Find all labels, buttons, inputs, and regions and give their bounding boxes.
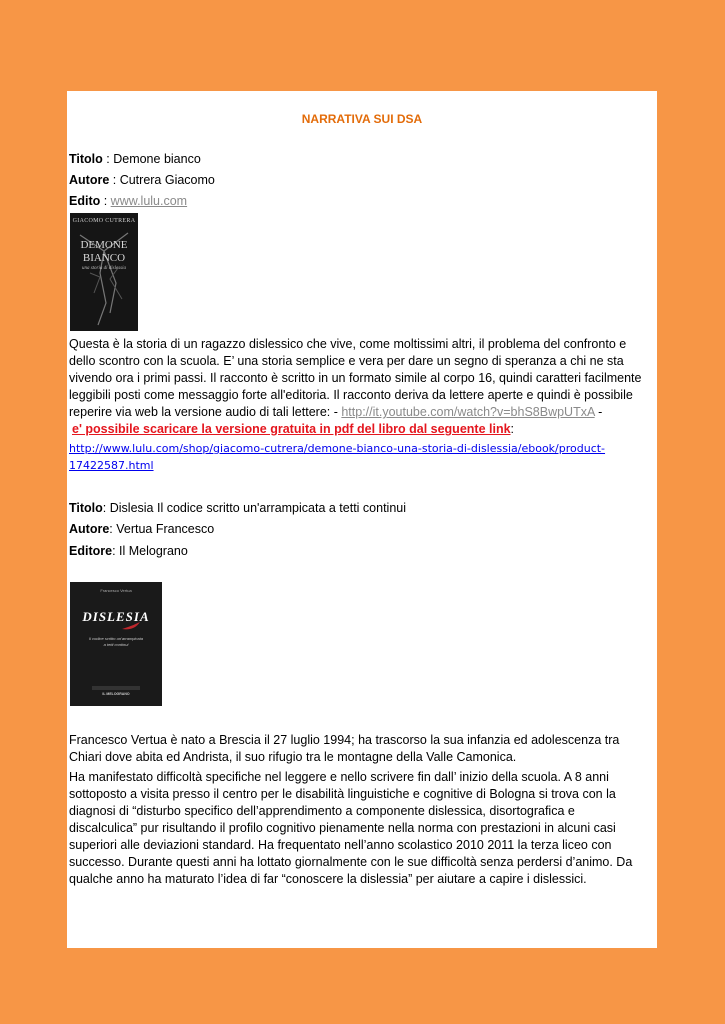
book1-author-label: Autore <box>69 173 110 187</box>
bio-line: Ha manifestato difficoltà specifiche nel leggere e nello scrivere fin dall’ inizio della scuola. A 8 anni <box>69 770 609 784</box>
book1-cover-title-line2: BIANCO <box>82 252 126 264</box>
book2-cover-publisher: IL MELOGRANO <box>102 692 130 696</box>
pdf-url-line1[interactable]: http://www.lulu.com/shop/giacomo-cutrera/demone-bianco-una-storia-di-dislessia/ebook/product- <box>69 442 606 455</box>
book2-cover-subtitle-line1: Il codice scritto un'arrampicata <box>89 636 143 641</box>
bio-line: sottoposto a visita presso il centro per le disabilità linguistiche e cognitive di Bologna si trova con la <box>69 787 616 801</box>
page-heading: NARRATIVA SUI DSA <box>301 112 423 126</box>
book2-cover-image <box>70 582 162 706</box>
book1-title-label: Titolo <box>69 152 103 166</box>
book2-title-label: Titolo <box>69 501 103 515</box>
description-line: leggibili posti come messaggio forte all'editoria. Il racconto deriva da lettere aperte e quindi è possibile <box>69 388 633 402</box>
book1-cover-image <box>70 213 138 331</box>
description-line: dello scontro con la scuola. E’ una storia semplice e vera per dare un segno di speranza a chi ne sta <box>69 354 624 368</box>
book2-publisher-row: Editore: Il Melograno <box>69 544 188 558</box>
bio-line: superiori alle deviazioni standard. Ha frequentato nell’anno scolastico 2010 2011 la terza liceo con <box>69 838 612 852</box>
bio-line: Francesco Vertua è nato a Brescia il 27 luglio 1994; ha trascorso la sua infanzia ed adolescenza tra <box>69 733 620 747</box>
document-page <box>67 91 657 948</box>
bio-line: Chiari dove abita ed Andrista, il suo rifugio tra le montagne della Valle Camonica. <box>69 750 517 764</box>
book2-publisher-label: Editore <box>69 544 113 558</box>
book1-author-row: Autore : Cutrera Giacomo <box>69 173 215 187</box>
book2-cover-title: DISLESIA <box>82 609 150 624</box>
description-last-prefix: reperire via web la versione audio di tali lettere: - <box>69 405 342 419</box>
book1-title-row: Titolo : Demone bianco <box>69 152 201 166</box>
book1-description <box>69 336 655 421</box>
book1-publisher-link[interactable]: www.lulu.com <box>110 194 188 208</box>
book1-cover-subtitle: una storia di dislessia <box>81 266 127 271</box>
book2-cover-subtitle-line2: a tetti continui <box>103 642 129 647</box>
book1-publisher-label: Edito <box>69 194 101 208</box>
book2-author-label: Autore <box>69 522 110 536</box>
description-line: Questa è la storia di un ragazzo dislessico che vive, come moltissimi altri, il problema del confronto e <box>69 337 627 351</box>
book2-cover-author: Francesco Vertua <box>100 588 132 593</box>
cover-art-icon <box>70 213 138 331</box>
book2-title-row: Titolo: Dislesia Il codice scritto un'arrampicata a tetti continui <box>69 501 407 515</box>
book2-title: Dislesia Il codice scritto un'arrampicata a tetti continui <box>109 501 407 515</box>
bio-line: discalculica” pur risultando il profilo cognitivo pienamente nella norma con prestazioni in alcuni casi <box>69 821 616 835</box>
description-line-last <box>69 404 655 421</box>
pdf-note-text: e' possibile scaricare la versione gratuita in pdf del libro dal seguente link <box>72 422 511 436</box>
book1-author: Cutrera Giacomo <box>119 173 215 187</box>
book1-cover-title-line1: DEMONE <box>80 239 128 251</box>
book1-title: Demone bianco <box>113 152 201 166</box>
bio-line: diagnosi di “disturbo specifico dell’apprendimento a componente dislessica, disortografica e <box>69 804 575 818</box>
bio-line: successo. Durante questi anni ha lottato giornalmente con le sue difficoltà senza perdersi d’animo. Da <box>69 855 633 869</box>
pdf-note <box>72 422 514 436</box>
book2-author-row: Autore: Vertua Francesco <box>69 522 215 536</box>
book1-cover-author: GIACOMO CUTRERA <box>72 218 136 224</box>
bio-line: qualche anno ha maturato l’idea di far “conoscere la dislessia” per aiutare a capire i dislessici. <box>69 872 587 886</box>
book2-publisher: Il Melograno <box>119 544 188 558</box>
book1-publisher-row: Edito : www.lulu.com <box>69 194 188 208</box>
book2-bio-2 <box>69 769 655 888</box>
book2-author: Vertua Francesco <box>116 522 215 536</box>
pdf-note-colon: : <box>510 422 515 436</box>
description-line: vivendo ora i primi passi. Il racconto è scritto in un formato simile al corpo 16, quindi caratteri facilmente <box>69 371 642 385</box>
book2-bio-1 <box>69 732 655 766</box>
pdf-url-line2[interactable]: 17422587.html <box>69 459 154 472</box>
description-last-suffix: - <box>594 405 603 419</box>
audio-link[interactable]: http://it.youtube.com/watch?v=bhS8BwpUTxA <box>341 405 595 419</box>
